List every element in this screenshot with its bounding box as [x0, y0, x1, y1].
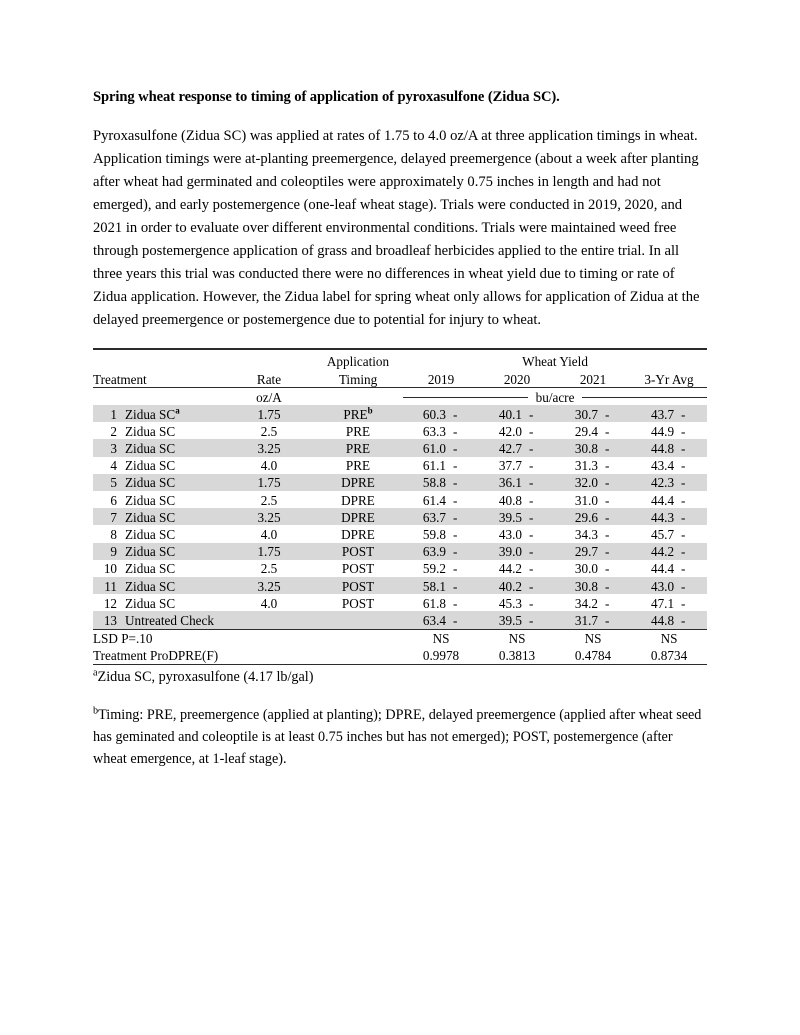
cell-yield-2020: 40.8 - — [498, 492, 534, 508]
treatment-number: 5 — [110, 475, 117, 491]
cell-yield-3yr-avg: 44.3 - — [631, 508, 707, 525]
treatment-name: Zidua SC — [125, 492, 176, 508]
cell-yield-2020: 40.1 - — [479, 405, 555, 422]
stats-label: Treatment ProDPRE(F) — [93, 647, 225, 665]
results-table-wrapper — [93, 348, 707, 665]
footnote-b-marker: b — [93, 705, 99, 717]
treatment-number: 6 — [110, 492, 117, 508]
table-row — [93, 560, 707, 577]
results-table — [93, 348, 707, 665]
cell-yield-2019: 61.0 - — [403, 439, 479, 456]
column-header-2021: 2021 — [555, 369, 631, 388]
cell-yield-2021: 34.3 - — [574, 527, 610, 543]
cell-yield-2019: 58.1 - — [403, 577, 479, 594]
cell-yield-2019: 60.3 - — [403, 405, 479, 422]
page-title: Spring wheat response to timing of application of pyroxasulfone (Zidua SC). — [93, 89, 560, 105]
cell-yield-2021: 29.4 - — [574, 423, 610, 439]
treatment-number: 4 — [110, 458, 117, 474]
cell-yield-2021: 30.7 - — [555, 405, 631, 422]
cell-yield-2019: 63.3 - — [422, 423, 458, 439]
cell-yield-3yr-avg: 43.7 - — [631, 405, 707, 422]
cell-yield-2021: 31.3 - — [574, 458, 610, 474]
table-row — [93, 611, 707, 629]
units-rate: oz/A — [256, 389, 282, 405]
cell-yield-2021: 29.6 - — [555, 508, 631, 525]
cell-treatment — [93, 611, 225, 629]
cell-yield-2020: 39.0 - — [479, 543, 555, 560]
cell-yield-2021: 34.2 - — [574, 595, 610, 611]
cell-yield-3yr-avg: 44.8 - — [631, 439, 707, 456]
cell-rate: 2.5 — [260, 561, 278, 577]
table-span-header-row — [93, 349, 707, 369]
table-row — [93, 474, 707, 491]
treatment-name: Zidua SC — [125, 475, 176, 491]
cell-treatment — [93, 560, 225, 577]
treatment-name: Zidua SC — [125, 441, 176, 457]
cell-yield-3yr-avg: 43.0 - — [631, 577, 707, 594]
cell-rate: 4.0 — [260, 458, 278, 474]
cell-rate: 1.75 — [225, 474, 313, 491]
cell-treatment — [93, 439, 225, 456]
treatment-name: Zidua SC — [125, 423, 176, 439]
table-row — [93, 457, 707, 474]
cell-timing: PRE — [313, 439, 403, 456]
footnote-a-text: Zidua SC, pyroxasulfone (4.17 lb/gal) — [97, 668, 314, 685]
units-yield-cell — [403, 388, 707, 406]
stats-value-2020: 0.3813 — [479, 647, 555, 665]
treatment-number: 2 — [110, 423, 117, 439]
cell-timing: PRE — [345, 458, 371, 474]
cell-rate: 3.25 — [225, 508, 313, 525]
column-header-timing: Timing — [313, 369, 403, 388]
treatment-number: 1 — [110, 406, 117, 422]
stats-value-2019: 0.9978 — [403, 647, 479, 665]
footnote-a — [93, 666, 707, 688]
treatment-number: 11 — [104, 578, 117, 594]
cell-treatment — [93, 594, 225, 611]
cell-yield-2021: 30.0 - — [574, 561, 610, 577]
cell-yield-2020: 39.5 - — [479, 508, 555, 525]
stats-label: LSD P=.10 — [93, 629, 225, 647]
header-wheat-yield: Wheat Yield — [403, 349, 707, 369]
cell-rate: 3.25 — [225, 577, 313, 594]
stats-spacer-timing — [313, 629, 403, 647]
spacer-cell-treatment — [93, 349, 225, 369]
treatment-number: 13 — [103, 612, 117, 628]
treatment-name: Zidua SC — [125, 595, 176, 611]
cell-treatment — [93, 491, 225, 508]
treatment-name: Zidua SC — [125, 458, 176, 474]
table-row — [93, 439, 707, 456]
treatment-number: 3 — [110, 441, 117, 457]
units-yield: bu/acre — [535, 389, 575, 405]
column-header-treatment: Treatment — [93, 369, 225, 388]
treatment-number: 8 — [110, 527, 117, 543]
cell-yield-2020: 45.3 - — [498, 595, 534, 611]
cell-timing — [313, 611, 403, 629]
cell-rate: 4.0 — [260, 595, 278, 611]
footnote-b-text: Timing: PRE, preemergence (applied at planting); DPRE, delayed preemergence (applied after wheat seed has geminated and coleoptile is at least 0.75 inches but has not emerged); POST, postemergence (after wheat emergence, at 1-leaf stage). — [93, 706, 702, 767]
stats-value-2020: NS — [479, 629, 555, 647]
treatment-name: Zidua SC — [125, 578, 176, 594]
column-header-2020: 2020 — [479, 369, 555, 388]
cell-rate: 4.0 — [260, 527, 278, 543]
cell-yield-2019: 61.1 - — [422, 458, 458, 474]
cell-timing: POST — [313, 577, 403, 594]
cell-yield-3yr-avg: 44.9 - — [650, 423, 686, 439]
table-units-row — [93, 388, 707, 406]
intro-paragraph: Pyroxasulfone (Zidua SC) was applied at rates of 1.75 to 4.0 oz/A at three application timings in wheat. Application timings were at-planting preemergence, delayed preemergence (about a week after planting after wheat had germinated and coleoptiles were approximately 0.75 inches in length and had not emerged), and early postemergence (one-leaf wheat stage). Trials were conducted in 2019, 2020, and 2021 in order to evaluate over different environmental conditions. Trials were maintained weed free through postemergence application of grass and broadleaf herbicides applied to the entire trial. In all three years this trial was conducted there were no differences in wheat yield due to timing or rate of Zidua application. However, the Zidua label for spring wheat only allows for application of Zidua at the delayed preemergence or postemergence due to potential for injury to wheat. — [93, 127, 700, 329]
cell-yield-2019: 59.8 - — [422, 527, 458, 543]
cell-treatment — [93, 543, 225, 560]
cell-yield-3yr-avg: 44.8 - — [631, 611, 707, 629]
cell-yield-3yr-avg: 44.4 - — [650, 492, 686, 508]
cell-rate: 1.75 — [225, 405, 313, 422]
stats-value-2019: NS — [403, 629, 479, 647]
cell-yield-2019: 58.8 - — [403, 474, 479, 491]
cell-yield-2021: 31.0 - — [574, 492, 610, 508]
cell-treatment — [93, 405, 225, 422]
cell-yield-3yr-avg: 45.7 - — [650, 527, 686, 543]
cell-yield-3yr-avg: 44.4 - — [650, 561, 686, 577]
treatment-name: Untreated Check — [125, 612, 214, 628]
units-rule-right — [582, 397, 707, 398]
cell-timing: DPRE — [341, 492, 375, 508]
cell-yield-2019: 61.4 - — [422, 492, 458, 508]
cell-timing: DPRE — [341, 527, 375, 543]
header-application: Application — [313, 349, 403, 369]
table-row — [93, 422, 707, 439]
cell-rate: 1.75 — [225, 543, 313, 560]
cell-yield-2021: 30.8 - — [555, 577, 631, 594]
treatment-footnote-marker: a — [175, 405, 180, 416]
treatment-name: Zidua SC — [125, 527, 176, 543]
timing-footnote-marker: b — [367, 405, 373, 416]
cell-timing: DPRE — [313, 508, 403, 525]
cell-yield-3yr-avg: 47.1 - — [650, 595, 686, 611]
cell-rate: 2.5 — [260, 423, 278, 439]
cell-timing: POST — [313, 543, 403, 560]
column-header-2019: 2019 — [403, 369, 479, 388]
cell-yield-2019: 63.4 - — [403, 611, 479, 629]
table-row — [93, 525, 707, 542]
cell-yield-2021: 30.8 - — [555, 439, 631, 456]
column-header-rate: Rate — [225, 369, 313, 388]
cell-treatment — [93, 525, 225, 542]
table-foot — [93, 629, 707, 664]
cell-treatment — [93, 508, 225, 525]
units-spacer-timing — [313, 388, 403, 406]
treatment-name: Zidua SC — [125, 509, 176, 525]
stats-value-2021: 0.4784 — [555, 647, 631, 665]
stats-value-3yr-avg: NS — [631, 629, 707, 647]
treatment-name: Zidua $SC^a$ — [125, 405, 180, 422]
stats-spacer-timing — [313, 647, 403, 665]
treatment-name: Zidua SC — [125, 561, 176, 577]
cell-yield-3yr-avg: 43.4 - — [650, 458, 686, 474]
cell-yield-2019: 63.7 - — [403, 508, 479, 525]
cell-yield-2020: 43.0 - — [498, 527, 534, 543]
cell-yield-2020: 39.5 - — [479, 611, 555, 629]
cell-yield-2020: 42.7 - — [479, 439, 555, 456]
cell-treatment — [93, 474, 225, 491]
cell-yield-2021: 29.7 - — [555, 543, 631, 560]
cell-treatment — [93, 577, 225, 594]
stats-row — [93, 629, 707, 647]
footnote-a-marker: a — [93, 667, 98, 679]
treatment-number: 9 — [110, 544, 117, 560]
spacer-cell-rate — [225, 349, 313, 369]
cell-yield-2021: 31.7 - — [555, 611, 631, 629]
units-spacer — [93, 388, 225, 406]
cell-yield-3yr-avg: 44.2 - — [631, 543, 707, 560]
treatment-name: Zidua SC — [125, 544, 176, 560]
treatment-number: 12 — [103, 595, 117, 611]
table-body — [93, 405, 707, 629]
table-head — [93, 349, 707, 405]
column-header-3yr-avg: 3-Yr Avg — [631, 369, 707, 388]
treatment-number: 10 — [103, 561, 117, 577]
footnote-b — [93, 704, 707, 770]
cell-treatment — [93, 422, 225, 439]
cell-timing: PRE — [345, 423, 371, 439]
table-row — [93, 543, 707, 560]
units-rule-left — [403, 397, 528, 398]
cell-timing: PRE$^b$ — [313, 405, 403, 422]
cell-yield-2019: 63.9 - — [403, 543, 479, 560]
cell-rate: 3.25 — [225, 439, 313, 456]
document-content — [93, 88, 707, 770]
table-header-row — [93, 369, 707, 388]
cell-yield-2019: 59.2 - — [422, 561, 458, 577]
stats-spacer-rate — [225, 629, 313, 647]
cell-rate — [225, 611, 313, 629]
treatment-number: 7 — [110, 509, 117, 525]
stats-row — [93, 647, 707, 665]
cell-timing: DPRE — [313, 474, 403, 491]
cell-rate: 2.5 — [260, 492, 278, 508]
table-row — [93, 508, 707, 525]
cell-yield-3yr-avg: 42.3 - — [631, 474, 707, 491]
cell-yield-2020: 44.2 - — [498, 561, 534, 577]
table-row — [93, 577, 707, 594]
stats-spacer-rate — [225, 647, 313, 665]
cell-yield-2020: 40.2 - — [479, 577, 555, 594]
cell-yield-2021: 32.0 - — [555, 474, 631, 491]
cell-treatment — [93, 457, 225, 474]
cell-timing: POST — [341, 595, 375, 611]
cell-yield-2019: 61.8 - — [422, 595, 458, 611]
cell-timing: POST — [341, 561, 375, 577]
cell-yield-2020: 36.1 - — [479, 474, 555, 491]
cell-yield-2020: 42.0 - — [498, 423, 534, 439]
stats-value-3yr-avg: 0.8734 — [631, 647, 707, 665]
table-row — [93, 491, 707, 508]
table-row — [93, 594, 707, 611]
stats-value-2021: NS — [555, 629, 631, 647]
cell-yield-2020: 37.7 - — [498, 458, 534, 474]
table-row — [93, 405, 707, 422]
